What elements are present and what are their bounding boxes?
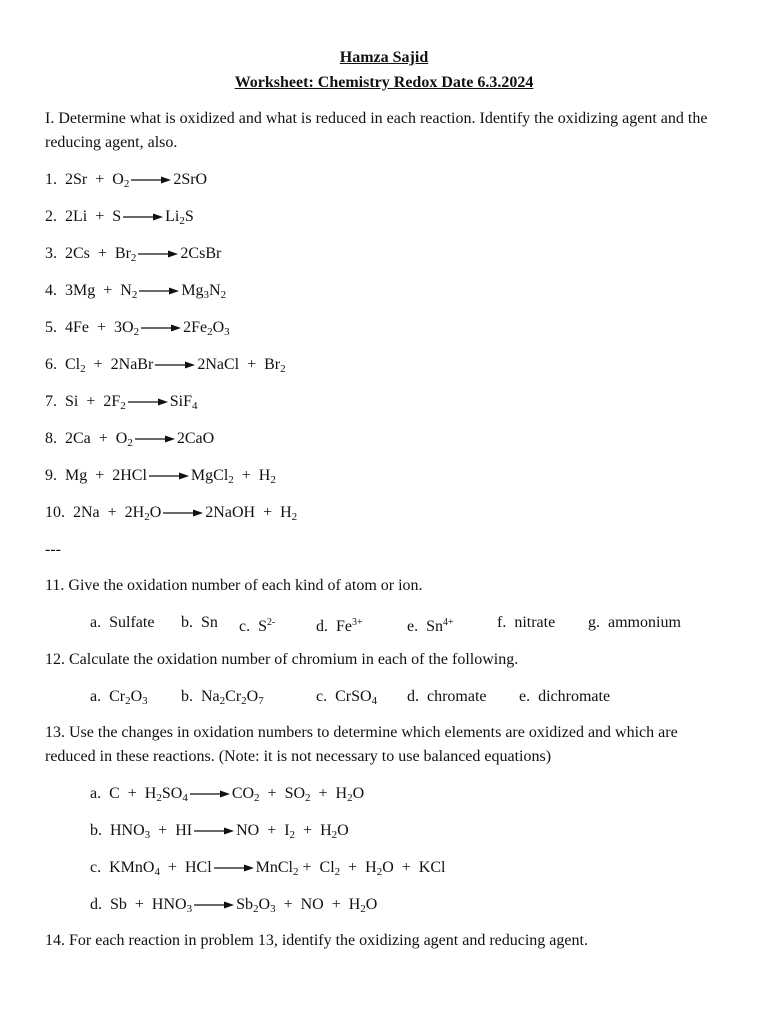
products: $2Fe_2O_3$ xyxy=(183,319,230,338)
products: $Mg_3N_2$ xyxy=(181,282,227,301)
reactants: $3Mg + N_2$ xyxy=(65,282,138,301)
products: 2CaO xyxy=(176,430,215,447)
q12-option: c. CrSO$_4$ xyxy=(316,688,378,707)
reaction-number: 4. xyxy=(45,282,57,299)
reactants: Mg + 2HCl xyxy=(65,467,147,484)
q12-option: b. $Na_2Cr_2O_7$ xyxy=(181,688,264,707)
reaction-arrow-icon xyxy=(190,789,230,799)
q13-reaction xyxy=(90,784,364,808)
products: MgCl$_2$ + $H_2$ xyxy=(190,467,276,486)
student-name: Hamza Sajid xyxy=(339,49,429,66)
intro-paragraph: I. Determine what is oxidized and what is reduced in each reaction. Identify the oxidizing agent and the reducing agent, also. xyxy=(45,110,708,151)
q11-option: g. ammonium xyxy=(588,614,681,631)
reaction-letter: c. xyxy=(90,859,102,876)
reactants: $4Fe + 3O_2$ xyxy=(65,319,140,338)
reaction-number: 8. xyxy=(45,430,57,447)
products: 2NaOH + $H_2$ xyxy=(205,504,298,523)
reaction-arrow-icon xyxy=(149,471,189,481)
reaction-1 xyxy=(45,170,207,194)
q11-option: e. $Sn^{4+}$ xyxy=(407,617,454,635)
q11-option: b. Sn xyxy=(181,614,218,631)
reaction-arrow-icon xyxy=(139,286,179,296)
reaction-letter: d. xyxy=(90,896,102,913)
reaction-arrow-icon xyxy=(214,863,254,873)
reactants: $Sb + HNO_3$ xyxy=(110,896,193,915)
question-12: 12. Calculate the oxidation number of chromium in each of the following. xyxy=(45,651,519,668)
q11-option: f. nitrate xyxy=(497,614,556,631)
q11-option: a. Sulfate xyxy=(90,614,155,631)
reactants: $2Cs + Br_2$ xyxy=(65,245,137,264)
question-11: 11. Give the oxidation number of each kind of atom or ion. xyxy=(45,577,423,594)
products: $Li_2S$ xyxy=(165,208,194,227)
reactants: KMnO$_4$ + HCl xyxy=(109,859,212,878)
question-14: 14. For each reaction in problem 13, identify the oxidizing agent and reducing agent. xyxy=(45,932,588,949)
reaction-5 xyxy=(45,318,230,342)
products: 2SrO xyxy=(173,171,208,188)
reactants: $HNO_3$ + HI xyxy=(110,822,193,841)
q13-reaction xyxy=(90,895,377,919)
reaction-7 xyxy=(45,392,198,416)
reaction-number: 3. xyxy=(45,245,57,262)
reaction-4 xyxy=(45,281,226,305)
reaction-number: 9. xyxy=(45,467,57,484)
reaction-letter: b. xyxy=(90,822,102,839)
q12-option: e. dichromate xyxy=(519,688,611,705)
reaction-10 xyxy=(45,503,297,527)
reaction-arrow-icon xyxy=(163,508,203,518)
q12-option: a. $Cr_2O_3$ xyxy=(90,688,148,707)
separator: --- xyxy=(45,541,61,558)
reactants: $2Na + 2H_2O$ xyxy=(73,504,162,523)
reaction-arrow-icon xyxy=(138,249,178,259)
reaction-number: 5. xyxy=(45,319,57,336)
reaction-2 xyxy=(45,207,194,231)
q12-option: d. chromate xyxy=(407,688,487,705)
reaction-letter: a. xyxy=(90,785,102,802)
q13-reaction xyxy=(90,858,445,882)
products: $Sb_2O_3$ + NO + $H_2O$ xyxy=(236,896,378,915)
reaction-8 xyxy=(45,429,214,453)
q11-option: c. $S^{2-}$ xyxy=(239,617,276,635)
reaction-9 xyxy=(45,466,276,490)
products: 2NaCl + $Br_2$ xyxy=(197,356,286,375)
q13-reaction xyxy=(90,821,349,845)
reactants: 2Li + S xyxy=(65,208,122,225)
products: $CO_2 + SO_2 + H_2O$ xyxy=(231,785,365,804)
reactants: $C + H_2SO_4$ xyxy=(109,785,188,804)
reactants: $2Ca + O_2$ xyxy=(65,430,133,449)
products: NO + $I_2 + H_2O$ xyxy=(236,822,349,841)
worksheet-title: Worksheet: Chemistry Redox Date 6.3.2024 xyxy=(234,74,534,91)
q11-option: d. $Fe^{3+}$ xyxy=(316,617,363,635)
reaction-arrow-icon xyxy=(194,826,234,836)
reactants: $Cl_2$ + 2NaBr xyxy=(65,356,154,375)
products: 2CsBr xyxy=(180,245,222,262)
reaction-number: 1. xyxy=(45,171,57,188)
reactants: $Si + 2F_2$ xyxy=(65,393,126,412)
reaction-3 xyxy=(45,244,221,268)
reaction-arrow-icon xyxy=(123,212,163,222)
products: MnCl$_2$ + $Cl_2 + H_2O$ + KCl xyxy=(255,859,446,878)
reaction-arrow-icon xyxy=(155,360,195,370)
reaction-arrow-icon xyxy=(131,175,171,185)
products: SiF$_4$ xyxy=(169,393,198,412)
reaction-number: 7. xyxy=(45,393,57,410)
question-13: 13. Use the changes in oxidation numbers to determine which elements are oxidized and which are reduced in these reactions. (Note: it is not necessary to use balanced equations) xyxy=(45,724,678,765)
reaction-number: 2. xyxy=(45,208,57,225)
reaction-number: 6. xyxy=(45,356,57,373)
reaction-arrow-icon xyxy=(135,434,175,444)
reaction-6 xyxy=(45,355,286,379)
reactants: $2Sr + O_2$ xyxy=(65,171,130,190)
reaction-arrow-icon xyxy=(141,323,181,333)
reaction-number: 10. xyxy=(45,504,65,521)
reaction-arrow-icon xyxy=(194,900,234,910)
reaction-arrow-icon xyxy=(128,397,168,407)
